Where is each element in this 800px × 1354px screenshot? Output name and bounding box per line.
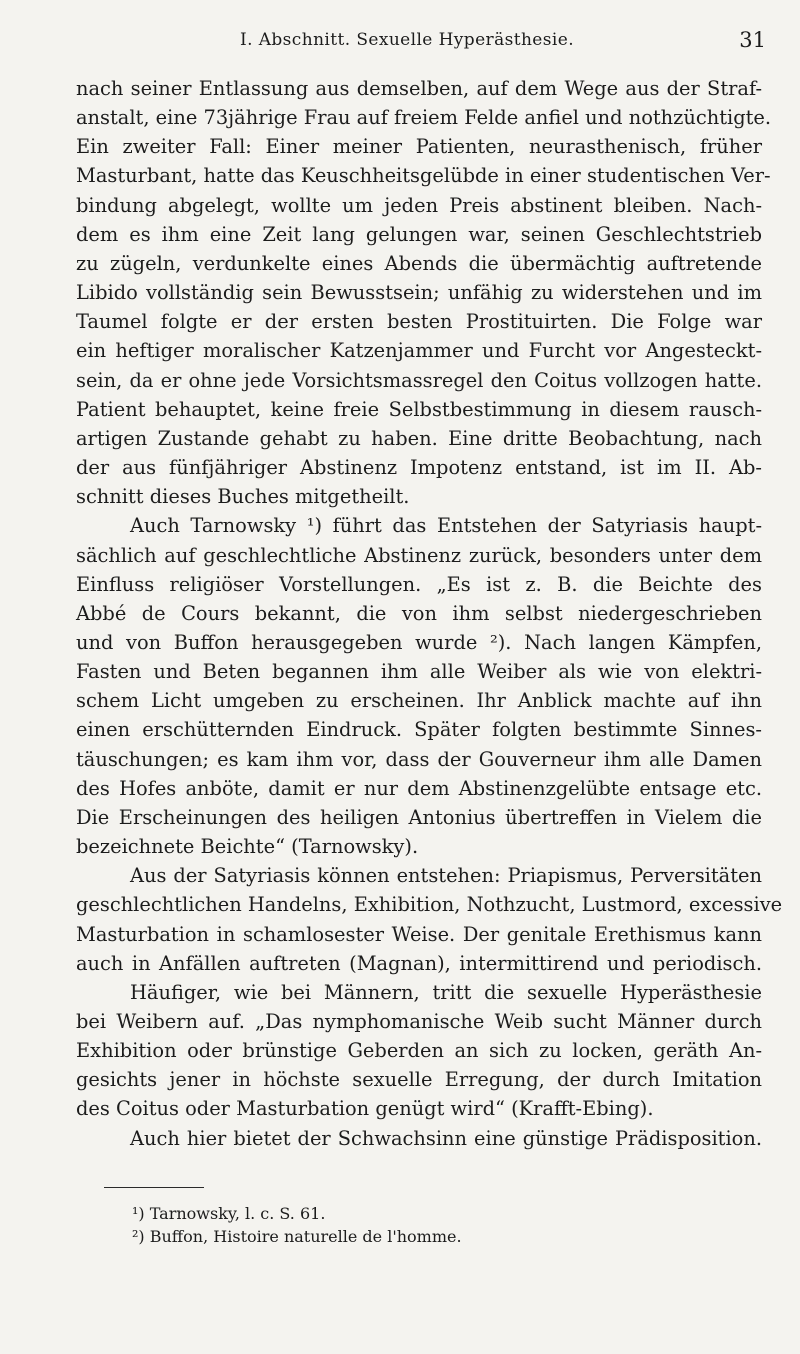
- text-line: Aus der Satyriasis können entstehen: Priapismus, Perversitäten: [130, 864, 762, 888]
- text-line: bindung abgelegt, wollte um jeden Preis abstinent bleiben. Nach-: [76, 193, 762, 217]
- text-line: Masturbant, hatte das Keuschheitsgelübde in einer studentischen Ver-: [76, 164, 771, 188]
- text-line: dem es ihm eine Zeit lang gelungen war, seinen Geschlechtstrieb: [76, 222, 762, 246]
- text-line: Exhibition oder brünstige Geberden an sich zu locken, geräth An-: [76, 1039, 762, 1063]
- running-header: I. Abschnitt. Sexuelle Hyperästhesie.: [240, 30, 574, 50]
- text-line: Die Erscheinungen des heiligen Antonius übertreffen in Vielem die: [76, 805, 762, 829]
- text-line: Ein zweiter Fall: Einer meiner Patienten, neurasthenisch, früher: [76, 135, 762, 159]
- text-line: Auch hier bietet der Schwachsinn eine günstige Prädisposition.: [130, 1126, 762, 1150]
- text-line: der aus fünfjähriger Abstinenz Impotenz entstand, ist im II. Ab-: [76, 456, 762, 480]
- footnote-1: ¹) Tarnowsky, l. c. S. 61.: [132, 1204, 326, 1223]
- footnote-divider: [104, 1187, 204, 1188]
- text-line: Masturbation in schamlosester Weise. Der genitale Erethismus kann: [76, 922, 762, 946]
- text-line: Häufiger, wie bei Männern, tritt die sexuelle Hyperästhesie: [130, 980, 762, 1004]
- text-line: auch in Anfällen auftreten (Magnan), intermittirend und periodisch.: [76, 951, 762, 975]
- text-line: bezeichnete Beichte“ (Tarnowsky).: [76, 835, 419, 859]
- footnote-2: ²) Buffon, Histoire naturelle de l'homme.: [132, 1227, 462, 1246]
- footnotes: [132, 1202, 462, 1248]
- text-line: geschlechtlichen Handelns, Exhibition, Nothzucht, Lustmord, excessive: [76, 893, 783, 917]
- text-line: einen erschütternden Eindruck. Später folgten bestimmte Sinnes-: [76, 718, 762, 742]
- text-line: Abbé de Cours bekannt, die von ihm selbst niedergeschrieben: [76, 601, 762, 625]
- page-number: 31: [739, 28, 766, 52]
- text-line: des Hofes anböte, damit er nur dem Abstinenzgelübte entsage etc.: [76, 776, 762, 800]
- text-line: Taumel folgte er der ersten besten Prostituirten. Die Folge war: [76, 310, 762, 334]
- text-line: des Coitus oder Masturbation genügt wird“ (Krafft-Ebing).: [76, 1097, 654, 1121]
- text-line: anstalt, eine 73jährige Frau auf freiem Felde anfiel und nothzüchtigte.: [76, 106, 772, 130]
- text-line: zu zügeln, verdunkelte eines Abends die übermächtig auftretende: [76, 251, 762, 275]
- text-line: täuschungen; es kam ihm vor, dass der Gouverneur ihm alle Damen: [76, 747, 762, 771]
- text-line: bei Weibern auf. „Das nymphomanische Weib sucht Männer durch: [76, 1010, 762, 1033]
- body-text: [76, 74, 783, 1153]
- text-line: ein heftiger moralischer Katzenjammer und Furcht vor Angesteckt-: [76, 339, 762, 363]
- text-line: Libido vollständig sein Bewusstsein; unfähig zu widerstehen und im: [76, 281, 762, 305]
- text-line: und von Buffon herausgegeben wurde ²). Nach langen Kämpfen,: [76, 630, 762, 654]
- text-line: schnitt dieses Buches mitgetheilt.: [76, 485, 410, 509]
- text-line: Einfluss religiöser Vorstellungen. „Es ist z. B. die Beichte des: [76, 572, 762, 596]
- text-line: Patient behauptet, keine freie Selbstbestimmung in diesem rausch-: [76, 397, 762, 421]
- text-line: artigen Zustande gehabt zu haben. Eine dritte Beobachtung, nach: [76, 426, 762, 450]
- text-line: schem Licht umgeben zu erscheinen. Ihr Anblick machte auf ihn: [76, 689, 762, 713]
- text-line: gesichts jener in höchste sexuelle Erregung, der durch Imitation: [76, 1068, 762, 1092]
- text-line: nach seiner Entlassung aus demselben, auf dem Wege aus der Straf-: [76, 77, 762, 100]
- text-line: Fasten und Beten begannen ihm alle Weiber als wie von elektri-: [76, 660, 762, 684]
- text-line: sächlich auf geschlechtliche Abstinenz zurück, besonders unter dem: [76, 543, 762, 567]
- text-line: Auch Tarnowsky ¹) führt das Entstehen der Satyriasis haupt-: [130, 514, 762, 538]
- text-line: sein, da er ohne jede Vorsichtsmassregel den Coitus vollzogen hatte.: [76, 368, 762, 392]
